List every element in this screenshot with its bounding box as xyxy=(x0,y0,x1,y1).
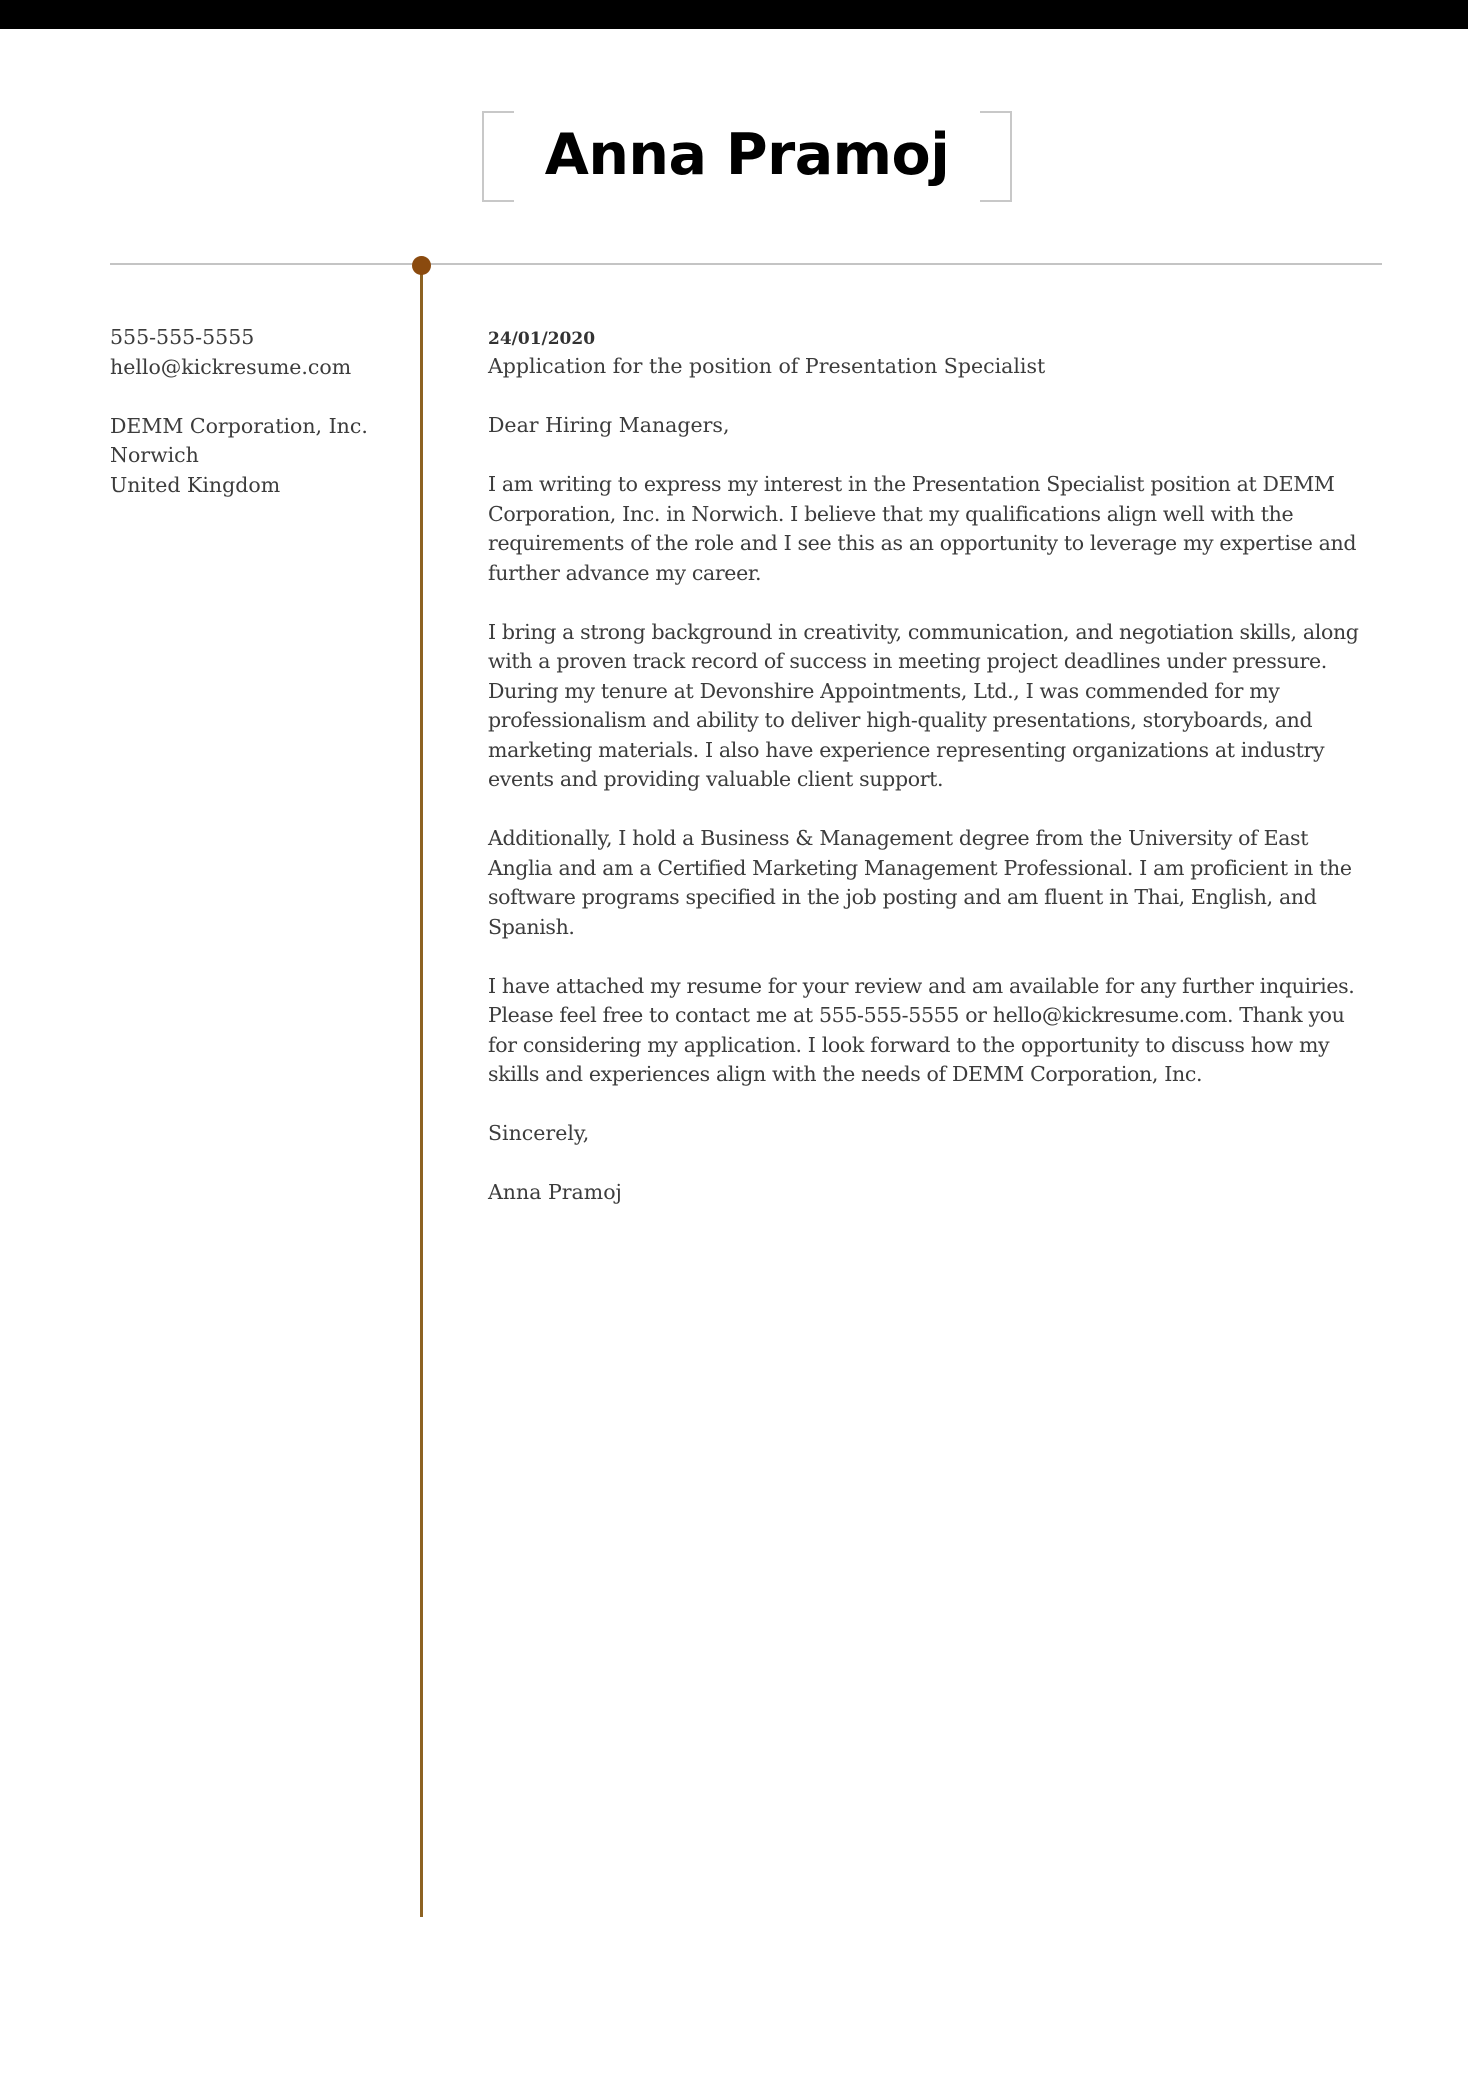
header-divider xyxy=(110,263,1382,265)
salutation: Dear Hiring Managers, xyxy=(488,413,730,437)
top-bar xyxy=(0,0,1468,29)
recipient-company: DEMM Corporation, Inc. xyxy=(110,413,368,438)
email-address: hello@kickresume.com xyxy=(110,354,352,379)
spacer xyxy=(110,382,400,412)
recipient-block xyxy=(110,412,400,501)
letter-date: 24/01/2020 xyxy=(488,329,596,349)
letter-body xyxy=(488,326,1388,1208)
closing: Sincerely, xyxy=(488,1121,590,1145)
sidebar xyxy=(110,323,400,500)
recipient-city: Norwich xyxy=(110,443,199,467)
phone-number: 555-555-5555 xyxy=(110,325,255,349)
applicant-name: Anna Pramoj xyxy=(544,122,950,188)
paragraph-intro: I am writing to express my interest in the Presentation Specialist position at DEMM Corporation, Inc. in Norwich. I believe that my qualifications align well with the requirements of the role and I see this as an opportunity to leverage my expertise and further advance my career. xyxy=(488,472,1357,585)
recipient-country: United Kingdom xyxy=(110,472,281,497)
name-header xyxy=(482,111,1012,200)
column-divider-line xyxy=(420,270,423,1917)
paragraph-education: Additionally, I hold a Business & Management degree from the University of East Anglia and am a Certified Marketing Management Professional. I am proficient in the software programs specified in the job posting and am fluent in Thai, English, and Spanish. xyxy=(488,826,1352,939)
contact-block xyxy=(110,323,400,382)
signature: Anna Pramoj xyxy=(488,1180,622,1204)
paragraph-closing: I have attached my resume for your review and am available for any further inquiries. Please feel free to contact me at 555-555-5555 or hello@kickresume.com. Thank you for considering my application. I look forward to the opportunity to discuss how my skills and experiences align with the needs of DEMM Corporation, Inc. xyxy=(488,973,1355,1086)
timeline-dot-icon xyxy=(412,256,431,275)
letter-subject: Application for the position of Presentation Specialist xyxy=(488,354,1046,378)
paragraph-background: I bring a strong background in creativity, communication, and negotiation skills, along with a proven track record of success in meeting project deadlines under pressure. During my tenure at Devonshire Appointments, Ltd., I was commended for my professionalism and ability to deliver high-quality presentations, storyboards, and marketing materials. I also have experience representing organizations at industry events and providing valuable client support. xyxy=(488,619,1359,791)
